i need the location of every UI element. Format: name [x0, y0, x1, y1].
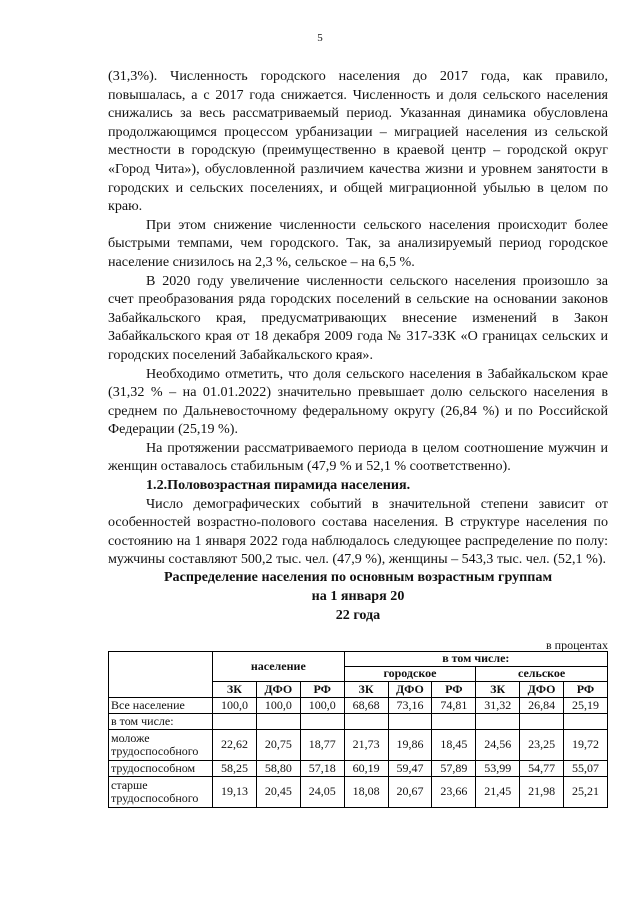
row-label: Все население	[109, 698, 213, 714]
header-urban: городское	[344, 667, 476, 682]
table-corner-cell	[109, 652, 213, 698]
row-label: в том числе:	[109, 714, 213, 730]
row-label: моложе трудоспособного	[109, 730, 213, 761]
sub-header: ДФО	[256, 682, 300, 698]
table-cell	[256, 714, 300, 730]
table-cell: 31,32	[476, 698, 520, 714]
table-row	[109, 730, 608, 761]
table-cell: 18,77	[300, 730, 344, 761]
table-cell	[300, 714, 344, 730]
age-group-table	[108, 651, 608, 808]
table-cell: 23,66	[432, 777, 476, 808]
table-cell	[520, 714, 564, 730]
table-cell: 73,16	[388, 698, 432, 714]
table-cell: 68,68	[344, 698, 388, 714]
table-row	[109, 698, 608, 714]
sub-header: ДФО	[388, 682, 432, 698]
table-cell: 100,0	[256, 698, 300, 714]
table-cell	[476, 714, 520, 730]
table-cell: 100,0	[300, 698, 344, 714]
table-cell: 24,56	[476, 730, 520, 761]
sub-header: РФ	[300, 682, 344, 698]
table-cell: 60,19	[344, 761, 388, 777]
table-cell: 21,73	[344, 730, 388, 761]
table-cell: 18,08	[344, 777, 388, 808]
table-cell	[213, 714, 257, 730]
table-title-line: 22 года	[335, 607, 381, 623]
table-cell: 23,25	[520, 730, 564, 761]
table-cell: 21,45	[476, 777, 520, 808]
table-cell: 25,19	[564, 698, 608, 714]
paragraph: На протяжении рассматриваемого периода в целом соотношение мужчин и женщин оставалось стабильным (47,9 % и 52,1 % соответственно).	[108, 439, 608, 475]
header-population: население	[213, 652, 345, 682]
table-cell: 20,45	[256, 777, 300, 808]
sub-header: ЗК	[476, 682, 520, 698]
table-cell: 57,89	[432, 761, 476, 777]
table-cell: 18,45	[432, 730, 476, 761]
table-cell: 74,81	[432, 698, 476, 714]
table-cell: 53,99	[476, 761, 520, 777]
sub-header: ЗК	[344, 682, 388, 698]
table-title-line: на 1 января 20	[311, 588, 405, 604]
sub-header: ДФО	[520, 682, 564, 698]
paragraph: В 2020 году увеличение численности сельского населения произошло за счет преобразования ряда городских поселений в сельские на основании законов Забайкальского края, предусматривающих внесение изменений в Закон Забайкальского края от 18 декабря 2009 года № 317-ЗЗК «О границах сельских и городских поселений Забайкальского края».	[108, 272, 608, 363]
table-cell	[432, 714, 476, 730]
paragraph: Число демографических событий в значительной степени зависит от особенностей возрастно-полового состава населения. В структуре населения по состоянию на 1 января 2022 года наблюдалось следующее распределение по полу: мужчины составляют 500,2 тыс. чел. (47,9 %), женщины – 543,3 тыс. чел. (52,1 %).	[108, 495, 608, 568]
page-number: 5	[317, 32, 323, 44]
document-body	[108, 67, 608, 569]
table-cell: 24,05	[300, 777, 344, 808]
sub-header: РФ	[564, 682, 608, 698]
row-label: старше трудоспособного	[109, 777, 213, 808]
table-title-line: Распределение населения по основным возрастным группам	[163, 569, 553, 585]
table-units: в процентах	[546, 638, 608, 652]
row-label: трудоспособном	[109, 761, 213, 777]
table-row	[109, 761, 608, 777]
table-cell: 26,84	[520, 698, 564, 714]
section-heading: 1.2.Половозрастная пирамида населения.	[146, 477, 411, 494]
header-rural: сельское	[476, 667, 608, 682]
table-cell	[344, 714, 388, 730]
table-cell: 100,0	[213, 698, 257, 714]
paragraph: При этом снижение численности сельского населения происходит более быстрыми темпами, чем городского. Так, за анализируемый период городское население снизилось на 2,3 %, сельское – на 6,5 %.	[108, 216, 608, 270]
table-cell	[564, 714, 608, 730]
paragraph: (31,3%). Численность городского населения до 2017 года, как правило, повышалась, а с 2017 года снижается. Численность и доля сельского населения снижались за весь рассматриваемый период. Указанная динамика обусловлена продолжающимся процессом урбанизации – миграцией населения из сельской местности в городскую (преимущественно в краевой центр – городской округ «Город Чита»), обусловленной различием качества жизни и уровнем занятости в городских и сельских поселениях, и общей миграционной убылью в целом по краю.	[108, 68, 608, 215]
table-title	[108, 568, 608, 625]
table-cell: 21,98	[520, 777, 564, 808]
table-cell: 54,77	[520, 761, 564, 777]
table-cell: 20,67	[388, 777, 432, 808]
table-cell: 22,62	[213, 730, 257, 761]
table-row	[109, 777, 608, 808]
table-row	[109, 714, 608, 730]
table-cell: 19,86	[388, 730, 432, 761]
table-cell: 25,21	[564, 777, 608, 808]
header-including: в том числе:	[344, 652, 607, 667]
table-cell: 55,07	[564, 761, 608, 777]
paragraph: Необходимо отметить, что доля сельского населения в Забайкальском крае (31,32 % – на 01.01.2022) значительно превышает долю сельского населения в среднем по Дальневосточному федеральному округу (26,84 %) и по Российской Федерации (25,19 %).	[108, 365, 608, 438]
sub-header: РФ	[432, 682, 476, 698]
table-cell: 57,18	[300, 761, 344, 777]
table-cell: 19,13	[213, 777, 257, 808]
table-cell: 58,25	[213, 761, 257, 777]
table-cell: 20,75	[256, 730, 300, 761]
table-cell: 58,80	[256, 761, 300, 777]
table-cell: 59,47	[388, 761, 432, 777]
table-cell: 19,72	[564, 730, 608, 761]
table-cell	[388, 714, 432, 730]
sub-header: ЗК	[213, 682, 257, 698]
